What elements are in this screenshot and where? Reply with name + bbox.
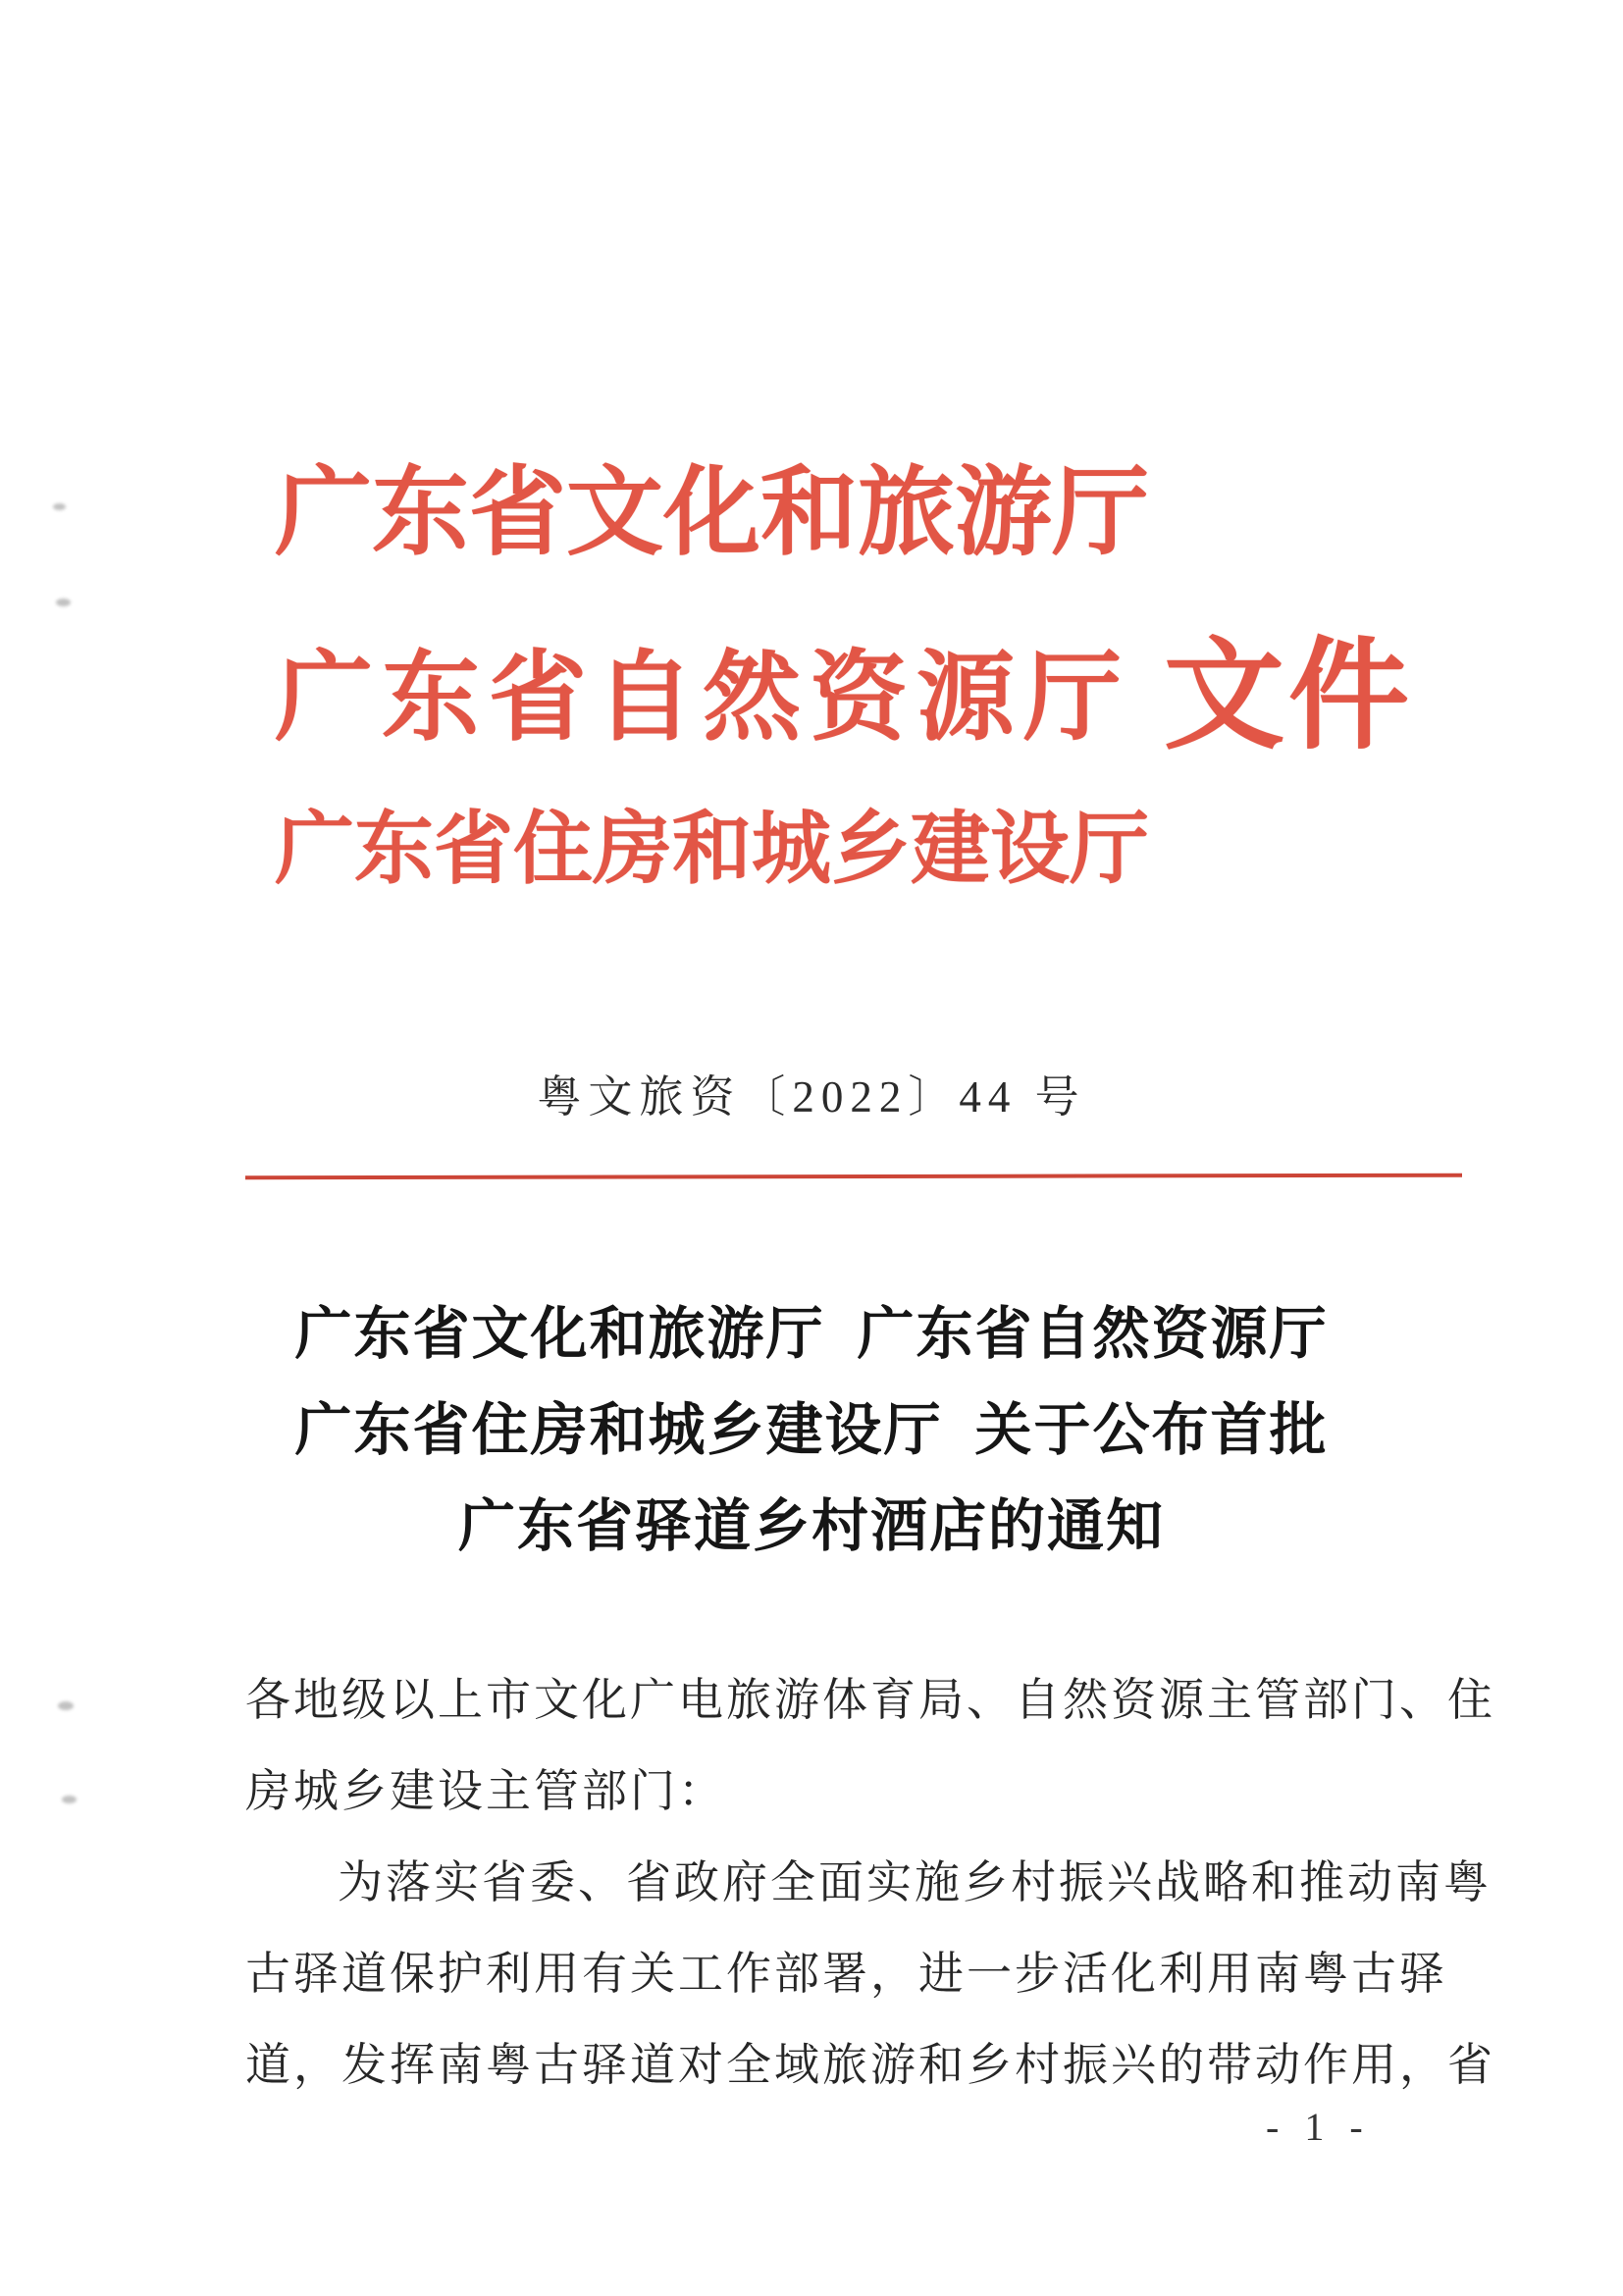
letterhead-line-natural-resources (275, 629, 1413, 763)
document-reference-number: 粤文旅资〔2022〕44 号 (537, 1072, 1086, 1122)
red-divider-rule (245, 1174, 1462, 1180)
body-salutation-line-1: 各地级以上市文化广电旅游体育局、自然资源主管部门、住 (245, 1675, 1495, 1725)
body-paragraph-line-1: 为落实省委、省政府全面实施乡村振兴战略和推动南粤 (338, 1857, 1492, 1907)
document-title-line-2: 广东省住房和城乡建设厅 关于公布首批 (294, 1398, 1329, 1462)
letterhead-natural-resources-text: 广东省自然资源厅 (275, 644, 1130, 753)
letterhead-line-housing-construction: 广东省住房和城乡建设厅 (275, 806, 1150, 894)
page-number: - 1 - (1266, 2105, 1371, 2149)
scan-smudge (53, 503, 66, 510)
scan-smudge (56, 599, 71, 606)
letterhead-wenjian-text: 文件 (1164, 629, 1413, 763)
document-title-line-1: 广东省文化和旅游厅 广东省自然资源厅 (294, 1302, 1329, 1366)
scan-smudge (62, 1796, 77, 1803)
letterhead-line-culture-tourism: 广东省文化和旅游厅 (275, 460, 1149, 567)
document-title-line-3: 广东省驿道乡村酒店的通知 (457, 1494, 1165, 1558)
scan-smudge (58, 1701, 74, 1710)
body-salutation-line-2: 房城乡建设主管部门： (245, 1766, 726, 1816)
body-paragraph-line-2: 古驿道保护利用有关工作部署，进一步活化利用南粤古驿 (245, 1949, 1447, 1999)
body-paragraph-line-3: 道，发挥南粤古驿道对全域旅游和乡村振兴的带动作用，省 (245, 2040, 1495, 2090)
